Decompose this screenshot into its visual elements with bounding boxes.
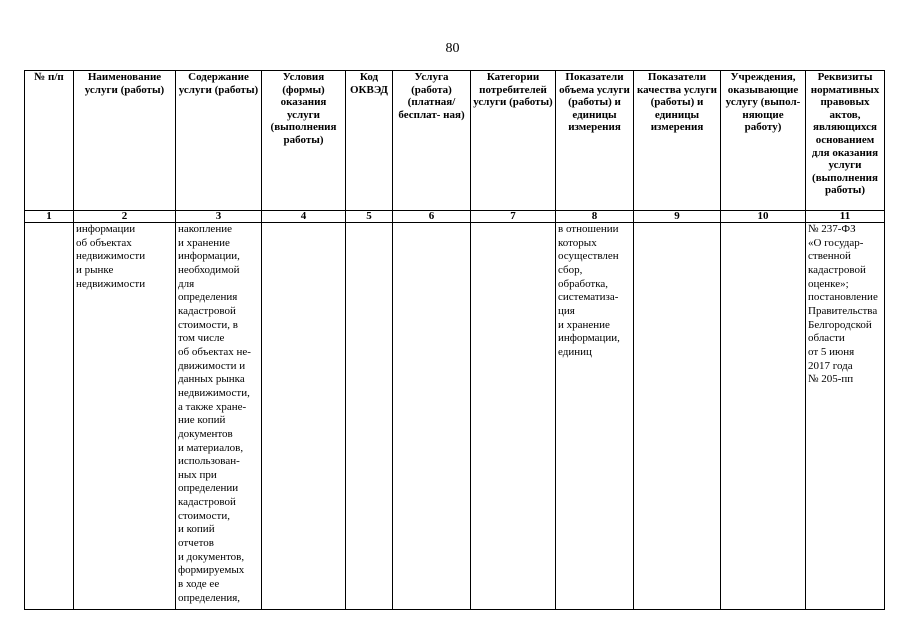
cell-text-line: постановление bbox=[808, 291, 878, 304]
cell-okved bbox=[346, 223, 393, 610]
cell-service-content bbox=[176, 223, 262, 610]
column-number: 6 bbox=[393, 211, 471, 223]
cell-text-line: недвижимости, bbox=[178, 386, 250, 399]
header-cell: Услуга (работа) (платная/ бесплат- ная) bbox=[393, 71, 471, 211]
column-number: 10 bbox=[721, 211, 806, 223]
header-cell: Показатели качества услуги (работы) и единицы измерения bbox=[634, 71, 721, 211]
header-cell: Показатели объема услуги (работы) и единицы измерения bbox=[556, 71, 634, 211]
cell-institutions bbox=[721, 223, 806, 610]
table-row bbox=[25, 223, 885, 610]
cell-text-line: № 205-пп bbox=[808, 373, 854, 386]
header-cell: Наименование услуги (работы) bbox=[74, 71, 176, 211]
cell-text-line: от 5 июня bbox=[808, 345, 855, 358]
cell-text-line: кадастровой bbox=[178, 496, 236, 509]
cell-text-line: кадастровой bbox=[808, 263, 866, 276]
cell-text-line: сбор, bbox=[558, 263, 583, 276]
cell-text-line: данных рынка bbox=[178, 373, 245, 386]
cell-text-line: Белгородской bbox=[808, 318, 872, 331]
cell-text-line: ние копий bbox=[178, 414, 226, 427]
cell-text-line: оценке»; bbox=[808, 277, 849, 290]
header-row bbox=[25, 71, 885, 211]
cell-text-line: ственной bbox=[808, 250, 851, 263]
cell-text-line: об объектах bbox=[76, 236, 132, 249]
cell-text-line: об объектах не- bbox=[178, 345, 251, 358]
cell-text-line: накопление bbox=[178, 223, 232, 235]
cell-text-line: и документов, bbox=[178, 550, 245, 563]
cell-text-line: определении bbox=[178, 482, 239, 495]
column-number: 5 bbox=[346, 211, 393, 223]
header-cell: Код ОКВЭД bbox=[346, 71, 393, 211]
header-cell: Категории потребителей услуги (работы) bbox=[471, 71, 556, 211]
column-number: 2 bbox=[74, 211, 176, 223]
cell-text-line: для bbox=[178, 277, 195, 290]
header-cell: № п/п bbox=[25, 71, 74, 211]
cell-paid-free bbox=[393, 223, 471, 610]
cell-text-line: № 237-ФЗ bbox=[808, 223, 856, 235]
cell-text-line: формируемых bbox=[178, 564, 245, 577]
header-cell: Условия (формы) оказания услуги (выполнения работы) bbox=[262, 71, 346, 211]
cell-text-line: систематиза- bbox=[558, 291, 619, 304]
cell-text-line: документов bbox=[178, 427, 233, 440]
cell-text-line: в отношении bbox=[558, 223, 619, 235]
page-number: 80 bbox=[445, 41, 460, 56]
column-number: 3 bbox=[176, 211, 262, 223]
cell-text-line: в ходе ее bbox=[178, 578, 220, 591]
column-number: 9 bbox=[634, 211, 721, 223]
cell-text-line: обработка, bbox=[558, 277, 609, 290]
cell-text-line: отчетов bbox=[178, 537, 214, 550]
cell-text-line: области bbox=[808, 332, 845, 345]
cell-text-line: движимости и bbox=[178, 359, 246, 372]
cell-text-line: стоимости, bbox=[178, 509, 230, 522]
cell-text-line: информации, bbox=[558, 332, 620, 345]
cell-text-line: недвижимости bbox=[76, 277, 146, 290]
column-number: 8 bbox=[556, 211, 634, 223]
cell-text-line: 2017 года bbox=[808, 359, 853, 372]
cell-quality-indicators bbox=[634, 223, 721, 610]
cell-text-line: осуществлен bbox=[558, 250, 619, 263]
cell-conditions bbox=[262, 223, 346, 610]
cell-text-line: ция bbox=[558, 304, 575, 317]
services-table bbox=[24, 70, 885, 610]
cell-text-line: и хранение bbox=[178, 236, 230, 249]
cell-legal-acts bbox=[806, 223, 885, 610]
cell-service-name bbox=[74, 223, 176, 610]
column-number-row bbox=[25, 211, 885, 223]
column-number: 1 bbox=[25, 211, 74, 223]
cell-consumer-categories bbox=[471, 223, 556, 610]
cell-text-line: и хранение bbox=[558, 318, 610, 331]
cell-text-line: использован- bbox=[178, 455, 240, 468]
cell-text-line: «О государ- bbox=[808, 236, 864, 249]
cell-text-line: которых bbox=[558, 236, 597, 249]
column-number: 7 bbox=[471, 211, 556, 223]
cell-text-line: а также хране- bbox=[178, 400, 247, 413]
cell-text-line: кадастровой bbox=[178, 304, 236, 317]
cell-text-line: Правительства bbox=[808, 304, 878, 317]
cell-text-line: необходимой bbox=[178, 263, 240, 276]
cell-text-line: стоимости, в bbox=[178, 318, 238, 331]
column-number: 11 bbox=[806, 211, 885, 223]
column-number: 4 bbox=[262, 211, 346, 223]
cell-text-line: информации, bbox=[178, 250, 240, 263]
header-cell: Учреждения, оказывающие услугу (выпол- няющие работу) bbox=[721, 71, 806, 211]
header-cell: Реквизиты нормативных правовых актов, являющихся основанием для оказания услуги (выполнения работы) bbox=[806, 71, 885, 211]
cell-text-line: и копий bbox=[178, 523, 215, 536]
cell-text-line: и рынке bbox=[76, 263, 114, 276]
header-cell: Содержание услуги (работы) bbox=[176, 71, 262, 211]
cell-text-line: определения bbox=[178, 291, 238, 304]
cell-text-line: недвижимости bbox=[76, 250, 146, 263]
cell-number bbox=[25, 223, 74, 610]
cell-text-line: единиц bbox=[558, 345, 592, 358]
cell-text-line: ных при bbox=[178, 468, 217, 481]
cell-text-line: определения, bbox=[178, 591, 241, 604]
cell-text-line: и материалов, bbox=[178, 441, 244, 454]
cell-text-line: информации bbox=[76, 223, 136, 235]
cell-text-line: том числе bbox=[178, 332, 225, 345]
cell-volume-indicators bbox=[556, 223, 634, 610]
